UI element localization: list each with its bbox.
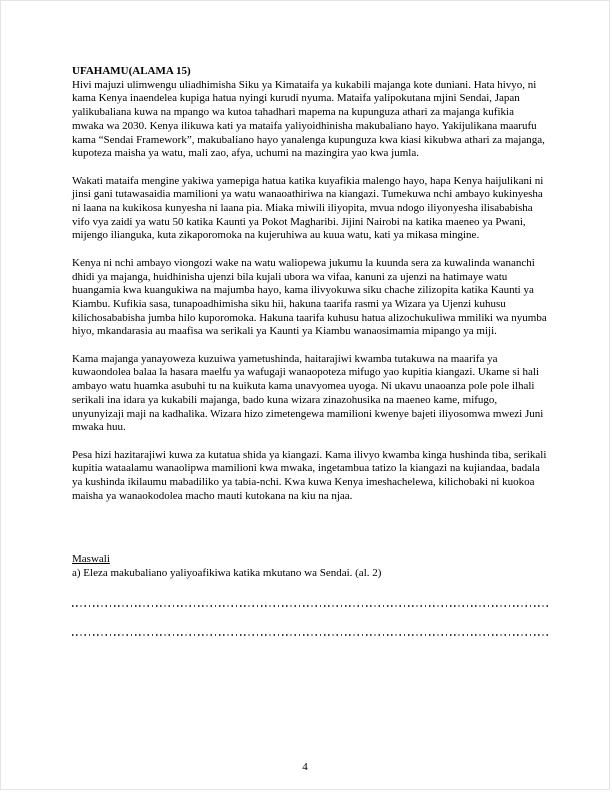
page-number: 4 <box>302 761 308 773</box>
paragraph: Kenya ni nchi ambayo viongozi wake na watu waliopewa jukumu la kuunda sera za kuwalinda wananchi dhidi ya majanga, huidhinisha ujenzi bila kujali ubora wa vifaa, kanuni za ujenzi na hatimaye watu huangamia kwa kuangukiwa na majumba hayo, kama ilivyokuwa siku chache zilizopita katika Kaunti ya Kiambu. Kufikia sasa, tunapoadhimisha siku hii, hakuna taarifa rasmi ya Wizara ya Ujenzi kuhusu kilichosababisha jumba hilo kuporomoka. Hakuna taarifa kuhusu hatua alizochukuliwa mmiliki wa nyumba hiyo, mkandarasia au maafisa wa serikali ya Kaunti ya Kiambu wanaosimamia mipango ya miji. <box>72 256 547 338</box>
question-a: a) Eleza makubaliano yaliyoafikiwa katika mkutano wa Sendai. (al. 2) <box>72 567 382 580</box>
answer-dotted-line <box>72 581 548 607</box>
paragraph: Wakati mataifa mengine yakiwa yamepiga hatua katika kuyafikia malengo hayo, hapa Kenya haijulikani ni jinsi gani tutawasaidia mamilioni ya watu wanaoathiriwa na kiangazi. Tumekuwa nchi ambayo kukinyesha ni laana na kukikosa kunyesha ni laana pia. Miaka miwili iliyopita, mvua ndogo iliyonyesha ilisababisha vifo vya zaidi ya watu 50 katika Kaunti ya Pokot Magharibi. Jijini Nairobi na katika maeneo ya Pwani, mijengo ilianguka, kuta zikaporomoka na kujeruhiwa au kuua watu, kati ya mikasa mingine. <box>72 174 544 242</box>
paragraph: Hivi majuzi ulimwengu uliadhimisha Siku ya Kimataifa ya kukabili majanga kote duniani. Hata hivyo, ni kama Kenya inaendelea kupiga hatua nyingi kurudi nyuma. Mataifa yalipokutana mjini Sendai, Japan yalikubaliana kuwa na mpango wa kutoa tahadhari mapema na kupunguza athari za majanga kufikia mwaka wa 2030. Kenya ilikuwa kati ya mataifa yaliyoidhinisha makubaliano hayo. Yakijulikana maarufu kama “Sendai Framework”, makubaliano hayo yanalenga kupunguza kwa kiasi kikubwa athari za majanga, kupoteza maisha ya watu, mali zao, afya, uchumi na mazingira yao kwa jumla. <box>72 78 545 160</box>
section-title: UFAHAMU(ALAMA 15) <box>72 65 191 77</box>
paragraph: Kama majanga yanayoweza kuzuiwa yametushinda, haitarajiwi kwamba tutakuwa na maarifa ya kuwaondolea balaa la hasara maelfu ya wafugaji wanaopoteza mifugo yao kupitia kiangazi. Ukame si hali ambayo watu huamka asubuhi tu na kuikuta kama unavyomea uyoga. Ni ukavu unaoanza pole pole ilhali serikali ina idara ya kukabili majanga, bado kuna wizara zinazohusika na maeneo kame, mifugo, unyunyizaji maji na kadhalika. Wizara hizo zimetengewa mamilioni kwenye bajeti iliyosomwa mwezi Juni mwaka huu. <box>72 352 544 434</box>
questions-heading: Maswali <box>72 553 110 566</box>
paragraph: Pesa hizi hazitarajiwi kuwa za kutatua shida ya kiangazi. Kama ilivyo kwamba kinga hushinda tiba, serikali kupitia wataalamu wanaolipwa mamilioni kwa mwaka, ingetambua tatizo la kiangazi na kujiandaa, badala ya kushinda ikilaumu mabadiliko ya tabia-nchi. Kwa kuwa Kenya imeshachelewa, kilichobaki ni kuokoa maisha ya wanaokodolea macho mauti kutokana na kiu na njaa. <box>72 448 547 502</box>
page-content <box>72 65 548 636</box>
answer-area <box>72 581 548 636</box>
answer-dotted-line <box>72 607 548 636</box>
